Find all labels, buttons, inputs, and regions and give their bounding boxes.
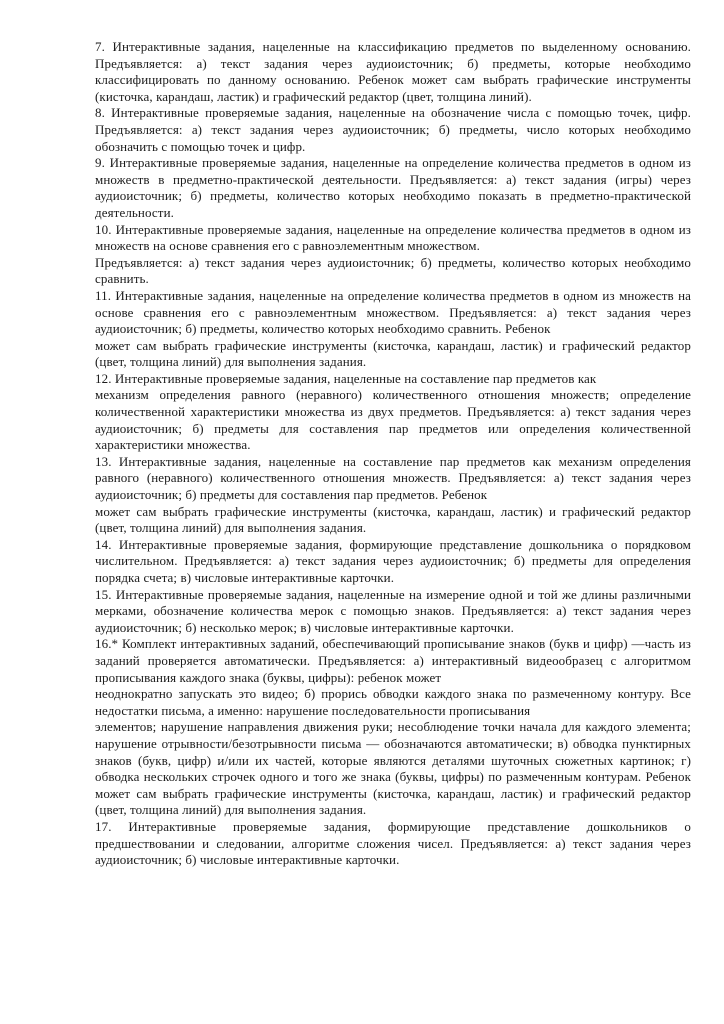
list-item-12 [95, 371, 691, 454]
paragraph: элементов; нарушение направления движения руки; несоблюдение точки начала для каждого элемента; нарушение отрывности/безотрывности письма — обозначаются автоматически; в) обводка пунктирных знаков (букв, цифр) и/или их частей, которые являются деталями шуточных сюжетных картинок; г) обводка нескольких строчек одного и того же знака (буквы, цифры) по размеченным контурам. Ребенок может сам выбрать графические инструменты (кисточка, карандаш, ластик) и графический редактор (цвет, толщина линий) для выполнения задания. [95, 719, 691, 818]
list-item-16 [95, 636, 691, 819]
list-item-13 [95, 454, 691, 537]
list-item-9 [95, 155, 691, 221]
paragraph: Предъявляется: а) текст задания через аудиоисточник; б) предметы, количество которых необходимо сравнить. [95, 254, 691, 287]
text-block [95, 39, 691, 869]
paragraph: 16.* Комплект интерактивных заданий, обеспечивающий прописывание знаков (букв и цифр) —часть из заданий проверяется автоматически. Предъявляется: а) интерактивный видеообразец с алгоритмом прописывания каждого знака (буквы, цифры): ребенок может [95, 636, 691, 685]
list-item-11 [95, 288, 691, 371]
paragraph: механизм определения равного (неравного) количественного отношения множеств; определение количественной характеристики множества из двух предметов. Предъявляется: а) текст задания через аудиоисточник; б) предметы для составления пар предметов или определения количественной характеристики множества. [95, 387, 691, 453]
paragraph: 9. Интерактивные проверяемые задания, нацеленные на определение количества предметов в одном из множеств в предметно-практической деятельности. Предъявляется: а) текст задания (игры) через аудиоисточник; б) предметы, количество которых необходимо показать в предметно-практической деятельности. [95, 155, 691, 220]
list-item-17 [95, 819, 691, 869]
list-item-14 [95, 537, 691, 587]
paragraph: 13. Интерактивные задания, нацеленные на составление пар предметов как механизм определения равного (неравного) количественного отношения множеств. Предъявляется: а) текст задания через аудиоисточник; б) предметы для составления пар предметов. Ребенок [95, 453, 691, 503]
paragraph: 8. Интерактивные проверяемые задания, нацеленные на обозначение числа с помощью точек, цифр. Предъявляется: а) текст задания через аудиоисточник; б) предметы, число которых необходимо обозначить с помощью точек и цифр. [95, 105, 691, 154]
list-item-8 [95, 105, 691, 155]
paragraph: неоднократно запускать это видео; б) прорись обводки каждого знака по размеченному контуру. Все недостатки письма, а именно: нарушение последовательности прописывания [95, 686, 691, 718]
list-item-7 [95, 39, 691, 105]
paragraph: 14. Интерактивные проверяемые задания, формирующие представление дошкольника о порядковом числительном. Предъявляется: а) текст задания через аудиоисточник; б) предметы для определения порядка счета; в) числовые интерактивные карточки. [95, 536, 691, 585]
paragraph: 10. Интерактивные проверяемые задания, нацеленные на определение количества предметов в одном из множеств на основе сравнения его с равноэлементным множеством. [95, 221, 691, 254]
paragraph: 11. Интерактивные задания, нацеленные на определение количества предметов в одном из множеств на основе сравнения его с равноэлементным множеством. Предъявляется: а) текст задания через аудиоисточник; б) предметы, количество которых необходимо сравнить. Ребенок [95, 287, 691, 337]
paragraph: 17. Интерактивные проверяемые задания, формирующие представление дошкольников о предшествовании и следовании, алгоритме сложения чисел. Предъявляется: а) текст задания через аудиоисточник; б) числовые интерактивные карточки. [95, 818, 691, 868]
paragraph: может сам выбрать графические инструменты (кисточка, карандаш, ластик) и графический редактор (цвет, толщина линий) для выполнения задания. [95, 503, 691, 536]
list-item-15 [95, 587, 691, 637]
paragraph: 15. Интерактивные проверяемые задания, нацеленные на измерение одной и той же длины различными мерками, обозначение количества мерок с помощью знаков. Предъявляется: а) текст задания через аудиоисточник; б) несколько мерок; в) числовые интерактивные карточки. [95, 586, 691, 635]
list-item-10 [95, 222, 691, 288]
paragraph: может сам выбрать графические инструменты (кисточка, карандаш, ластик) и графический редактор (цвет, толщина линий) для выполнения задания. [95, 337, 691, 370]
paragraph: 12. Интерактивные проверяемые задания, нацеленные на составление пар предметов как [95, 370, 597, 386]
paragraph: 7. Интерактивные задания, нацеленные на классификацию предметов по выделенному основанию. Предъявляется: а) текст задания через аудиоисточник; б) предметы, которые необходимо классифицировать по данному основанию. Ребенок может сам выбрать графические инструменты (кисточка, карандаш, ластик) и графический редактор (цвет, толщина линий). [95, 39, 691, 104]
